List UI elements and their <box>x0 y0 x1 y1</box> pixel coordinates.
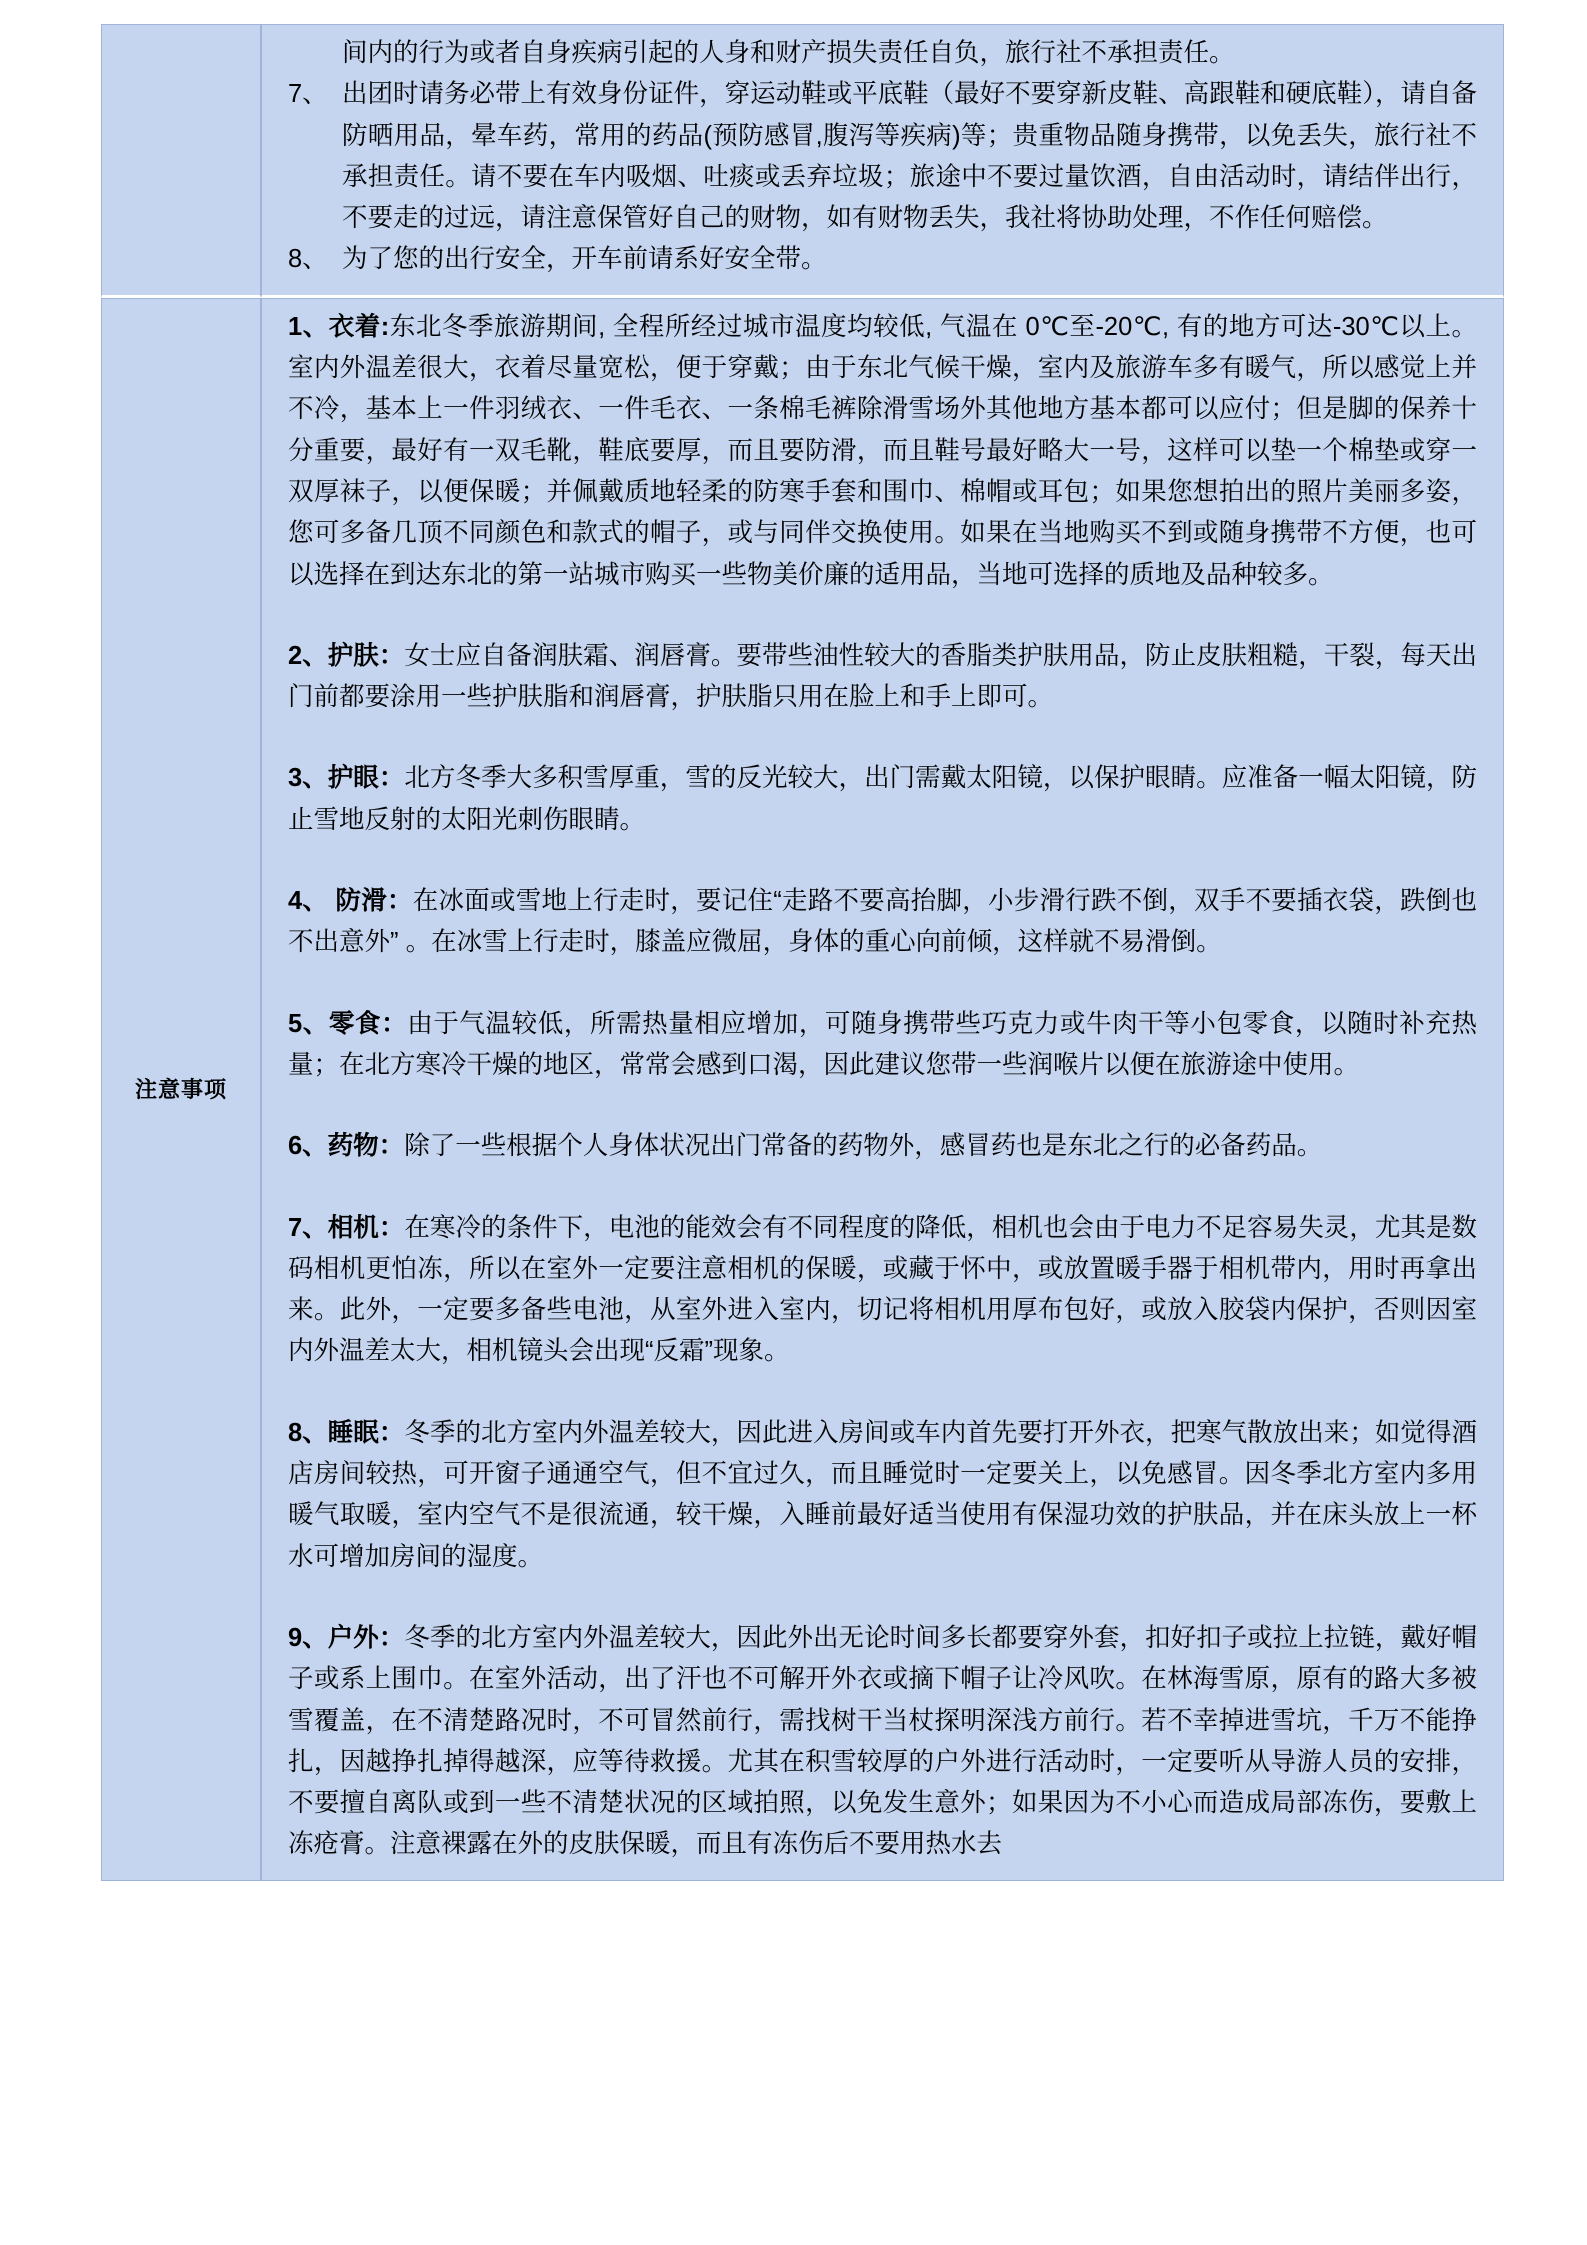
tip-clothing <box>288 307 1477 596</box>
tip-outdoor-head: 9、户外： <box>288 1623 405 1652</box>
notice-list <box>288 33 1477 281</box>
tip-antislip-text: 在冰面或雪地上行走时，要记住“走路不要高抬脚，小步滑行跌不倒，双手不要插衣袋，跌倒也不出意外” 。在冰雪上行走时，膝盖应微屈，身体的重心向前倾，这样就不易滑倒。 <box>288 887 1477 957</box>
tip-medicine-text: 除了一些根据个人身体状况出门常备的药物外，感冒药也是东北之行的必备药品。 <box>404 1132 1323 1161</box>
table-row-tips <box>101 298 1504 1881</box>
tip-sleep <box>288 1413 1477 1578</box>
notice-table <box>101 24 1504 1881</box>
section-label-notes: 注意事项 <box>134 1076 227 1102</box>
notice-continuation-line: 间内的行为或者自身疾病引起的人身和财产损失责任自负，旅行社不承担责任。 <box>342 39 1235 67</box>
tips-list <box>288 307 1477 1866</box>
tip-medicine-head: 6、药物： <box>288 1132 405 1161</box>
notice-item-8-marker: 8、 <box>288 245 328 274</box>
label-cell-notes <box>101 298 261 1881</box>
tip-eyecare-head: 3、护眼： <box>288 764 405 793</box>
notice-item-7-text: 出团时请务必带上有效身份证件，穿运动鞋或平底鞋（最好不要穿新皮鞋、高跟鞋和硬底鞋），请自备防晒用品，晕车药，常用的药品(预防感冒,腹泻等疾病)等；贵重物品随身携带，以免丢失，旅行社不承担责任。请不要在车内吸烟、吐痰或丢弃垃圾；旅途中不要过量饮酒，自由活动时，请结伴出行，不要走的过远，请注意保管好自己的财物，如有财物丢失，我社将协助处理，不作任何赔偿。 <box>342 80 1477 233</box>
terms-body-cell <box>261 24 1504 298</box>
tip-camera <box>288 1208 1477 1373</box>
tip-snacks-text: 由于气温较低，所需热量相应增加，可随身携带些巧克力或牛肉干等小包零食，以随时补充热量；在北方寒冷干燥的地区，常常会感到口渴，因此建议您带一些润喉片以便在旅游途中使用。 <box>288 1009 1477 1079</box>
tip-outdoor-text: 冬季的北方室内外温差较大，因此外出无论时间多长都要穿外套，扣好扣子或拉上拉链，戴好帽子或系上围巾。在室外活动，出了汗也不可解开外衣或摘下帽子让冷风吹。在林海雪原，原有的路大多被雪覆盖，在不清楚路况时，不可冒然前行，需找树干当杖探明深浅方前行。若不幸掉进雪坑，千万不能挣扎，因越挣扎掉得越深，应等待救援。尤其在积雪较厚的户外进行活动时，一定要听从导游人员的安排，不要擅自离队或到一些不清楚状况的区域拍照，以免发生意外；如果因为不小心而造成局部冻伤，要敷上冻疮膏。注意裸露在外的皮肤保暖，而且有冻伤后不要用热水去 <box>288 1623 1477 1859</box>
notice-item-8 <box>288 239 1477 280</box>
tip-sleep-text: 冬季的北方室内外温差较大，因此进入房间或车内首先要打开外衣，把寒气散放出来；如觉得酒店房间较热，可开窗子通通空气，但不宜过久，而且睡觉时一定要关上，以免感冒。因冬季北方室内多用暖气取暖，室内空气不是很流通，较干燥，入睡前最好适当使用有保湿功效的护肤品，并在床头放上一杯水可增加房间的湿度。 <box>288 1418 1477 1571</box>
tip-antislip-head: 4、 防滑： <box>288 887 413 916</box>
label-cell-empty <box>101 24 261 298</box>
tip-outdoor <box>288 1618 1477 1866</box>
tip-clothing-text: 东北冬季旅游期间, 全程所经过城市温度均较低, 气温在 0℃至-20℃, 有的地方可达-30℃以上。室内外温差很大，衣着尽量宽松，便于穿戴；由于东北气候干燥，室内及旅游车多有暖气，所以感觉上并不冷，基本上一件羽绒衣、一件毛衣、一条棉毛裤除滑雪场外其他地方基本都可以应付；但是脚的保养十分重要，最好有一双毛靴，鞋底要厚，而且要防滑，而且鞋号最好略大一号，这样可以垫一个棉垫或穿一双厚袜子，以便保暖；并佩戴质地轻柔的防寒手套和围巾、棉帽或耳包；如果您想拍出的照片美丽多姿，您可多备几顶不同颜色和款式的帽子，或与同伴交换使用。如果在当地购买不到或随身携带不方便，也可以选择在到达东北的第一站城市购买一些物美价廉的适用品，当地可选择的质地及品种较多。 <box>288 312 1477 589</box>
notice-item-7-marker: 7、 <box>288 80 328 109</box>
tip-medicine <box>288 1126 1477 1167</box>
tip-eyecare-text: 北方冬季大多积雪厚重，雪的反光较大，出门需戴太阳镜，以保护眼睛。应准备一幅太阳镜，防止雪地反射的太阳光刺伤眼睛。 <box>288 764 1477 834</box>
tip-skincare <box>288 636 1477 719</box>
tip-snacks-head: 5、零食： <box>288 1009 408 1038</box>
notice-item-7 <box>288 74 1477 239</box>
tip-skincare-text: 女士应自备润肤霜、润唇膏。要带些油性较大的香脂类护肤用品，防止皮肤粗糙，干裂，每天出门前都要涂用一些护肤脂和润唇膏，护肤脂只用在脸上和手上即可。 <box>288 641 1477 712</box>
tip-eyecare <box>288 758 1477 841</box>
tips-body-cell <box>261 298 1504 1881</box>
tip-clothing-head: 1、衣着: <box>288 312 390 341</box>
tip-sleep-head: 8、睡眠： <box>288 1418 405 1447</box>
tip-antislip <box>288 881 1477 964</box>
table-row-terms <box>101 24 1504 298</box>
tip-snacks <box>288 1004 1477 1087</box>
tip-camera-text: 在寒冷的条件下，电池的能效会有不同程度的降低，相机也会由于电力不足容易失灵，尤其是数码相机更怕冻，所以在室外一定要注意相机的保暖，或藏于怀中，或放置暖手器于相机带内，用时再拿出来。此外，一定要多备些电池，从室外进入室内，切记将相机用厚布包好，或放入胶袋内保护，否则因室内外温差太大，相机镜头会出现“反霜”现象。 <box>288 1213 1477 1366</box>
tip-camera-head: 7、相机： <box>288 1213 405 1242</box>
notice-item-8-text: 为了您的出行安全，开车前请系好安全带。 <box>342 245 827 274</box>
tip-skincare-head: 2、护肤： <box>288 641 405 670</box>
